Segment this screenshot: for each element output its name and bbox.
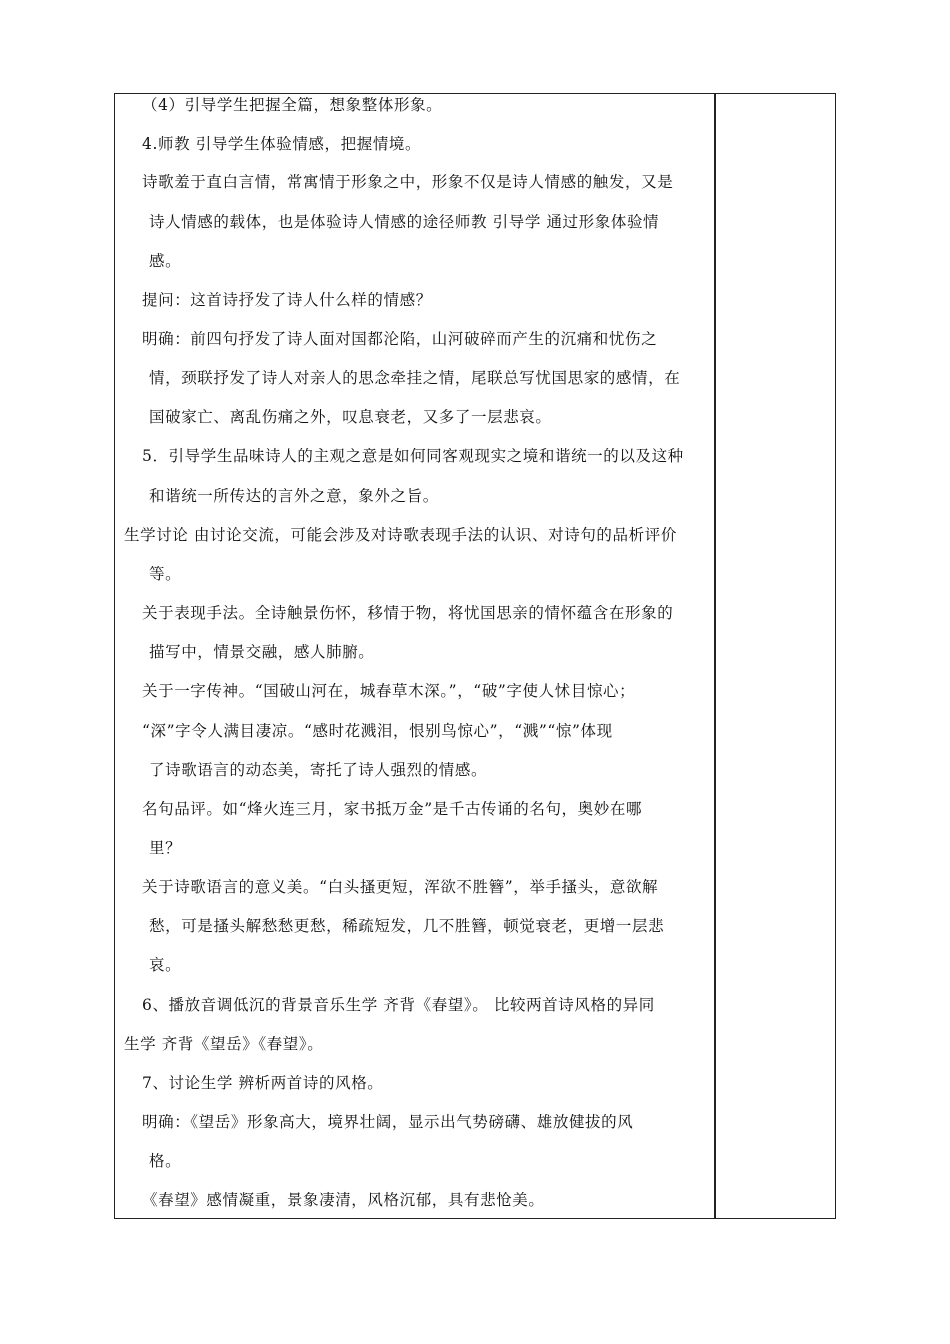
text-line: 诗歌羞于直白言情，常寓情于形象之中，形象不仅是诗人情感的触发，又是 bbox=[142, 173, 674, 191]
text-line: 提问：这首诗抒发了诗人什么样的情感？ bbox=[142, 291, 432, 309]
text-line: 7、讨论生学 辨析两首诗的风格。 bbox=[142, 1074, 384, 1092]
text-line: 愁，可是搔头解愁愁更愁，稀疏短发，几不胜簪，顿觉衰老，更增一层悲 bbox=[149, 917, 665, 935]
text-line: 生学讨论 由讨论交流，可能会涉及对诗歌表现手法的认识、对诗句的品析评价 bbox=[124, 526, 677, 544]
text-line: “深”字令人满目凄凉。“感时花溅泪，恨别鸟惊心”，“溅”“惊”体现 bbox=[142, 722, 613, 740]
text-line: 5．引导学生品味诗人的主观之意是如何同客观现实之境和谐统一的以及这种 bbox=[142, 447, 684, 465]
text-line: （4）引导学生把握全篇，想象整体形象。 bbox=[142, 96, 443, 114]
column-divider bbox=[714, 93, 716, 1219]
text-line: 哀。 bbox=[149, 956, 182, 974]
text-line: 关于诗歌语言的意义美。“白头搔更短，浑欲不胜簪”，举手搔头，意欲解 bbox=[142, 878, 659, 896]
text-line: 4.师教 引导学生体验情感，把握情境。 bbox=[142, 135, 422, 153]
text-line: 了诗歌语言的动态美，寄托了诗人强烈的情感。 bbox=[149, 761, 488, 779]
text-line: 6、播放音调低沉的背景音乐生学 齐背《春望》。 比较两首诗风格的异同 bbox=[142, 996, 655, 1014]
text-line: 名句品评。如“烽火连三月，家书抵万金”是千古传诵的名句，奥妙在哪 bbox=[142, 800, 643, 818]
text-line: 关于表现手法。全诗触景伤怀，移情于物，将忧国思亲的情怀蕴含在形象的 bbox=[142, 604, 674, 622]
text-line: 描写中，情景交融，感人肺腑。 bbox=[149, 643, 375, 661]
text-line: 生学 齐背《望岳》《春望》。 bbox=[124, 1035, 324, 1053]
text-line: 关于一字传神。“国破山河在，城春草木深。”，“破”字使人怵目惊心； bbox=[142, 682, 636, 700]
text-line: 诗人情感的载体，也是体验诗人情感的途径师教 引导学 通过形象体验情 bbox=[149, 213, 660, 231]
text-line: 情，颈联抒发了诗人对亲人的思念牵挂之情，尾联总写忧国思家的感情，在 bbox=[149, 369, 681, 387]
text-line: 明确：前四句抒发了诗人面对国都沦陷，山河破碎而产生的沉痛和忧伤之 bbox=[142, 330, 658, 348]
text-line: 明确：《望岳》形象高大，境界壮阔，显示出气势磅礴、雄放健拔的风 bbox=[142, 1113, 634, 1131]
text-line: 国破家亡、离乱伤痛之外，叹息衰老，又多了一层悲哀。 bbox=[149, 408, 552, 426]
text-line: 等。 bbox=[149, 565, 182, 583]
text-line: 感。 bbox=[149, 252, 182, 270]
text-line: 《春望》感情凝重，景象凄清，风格沉郁，具有悲怆美。 bbox=[142, 1191, 545, 1209]
text-line: 和谐统一所传达的言外之意，象外之旨。 bbox=[149, 487, 439, 505]
text-line: 格。 bbox=[149, 1152, 182, 1170]
text-line: 里？ bbox=[149, 839, 182, 857]
